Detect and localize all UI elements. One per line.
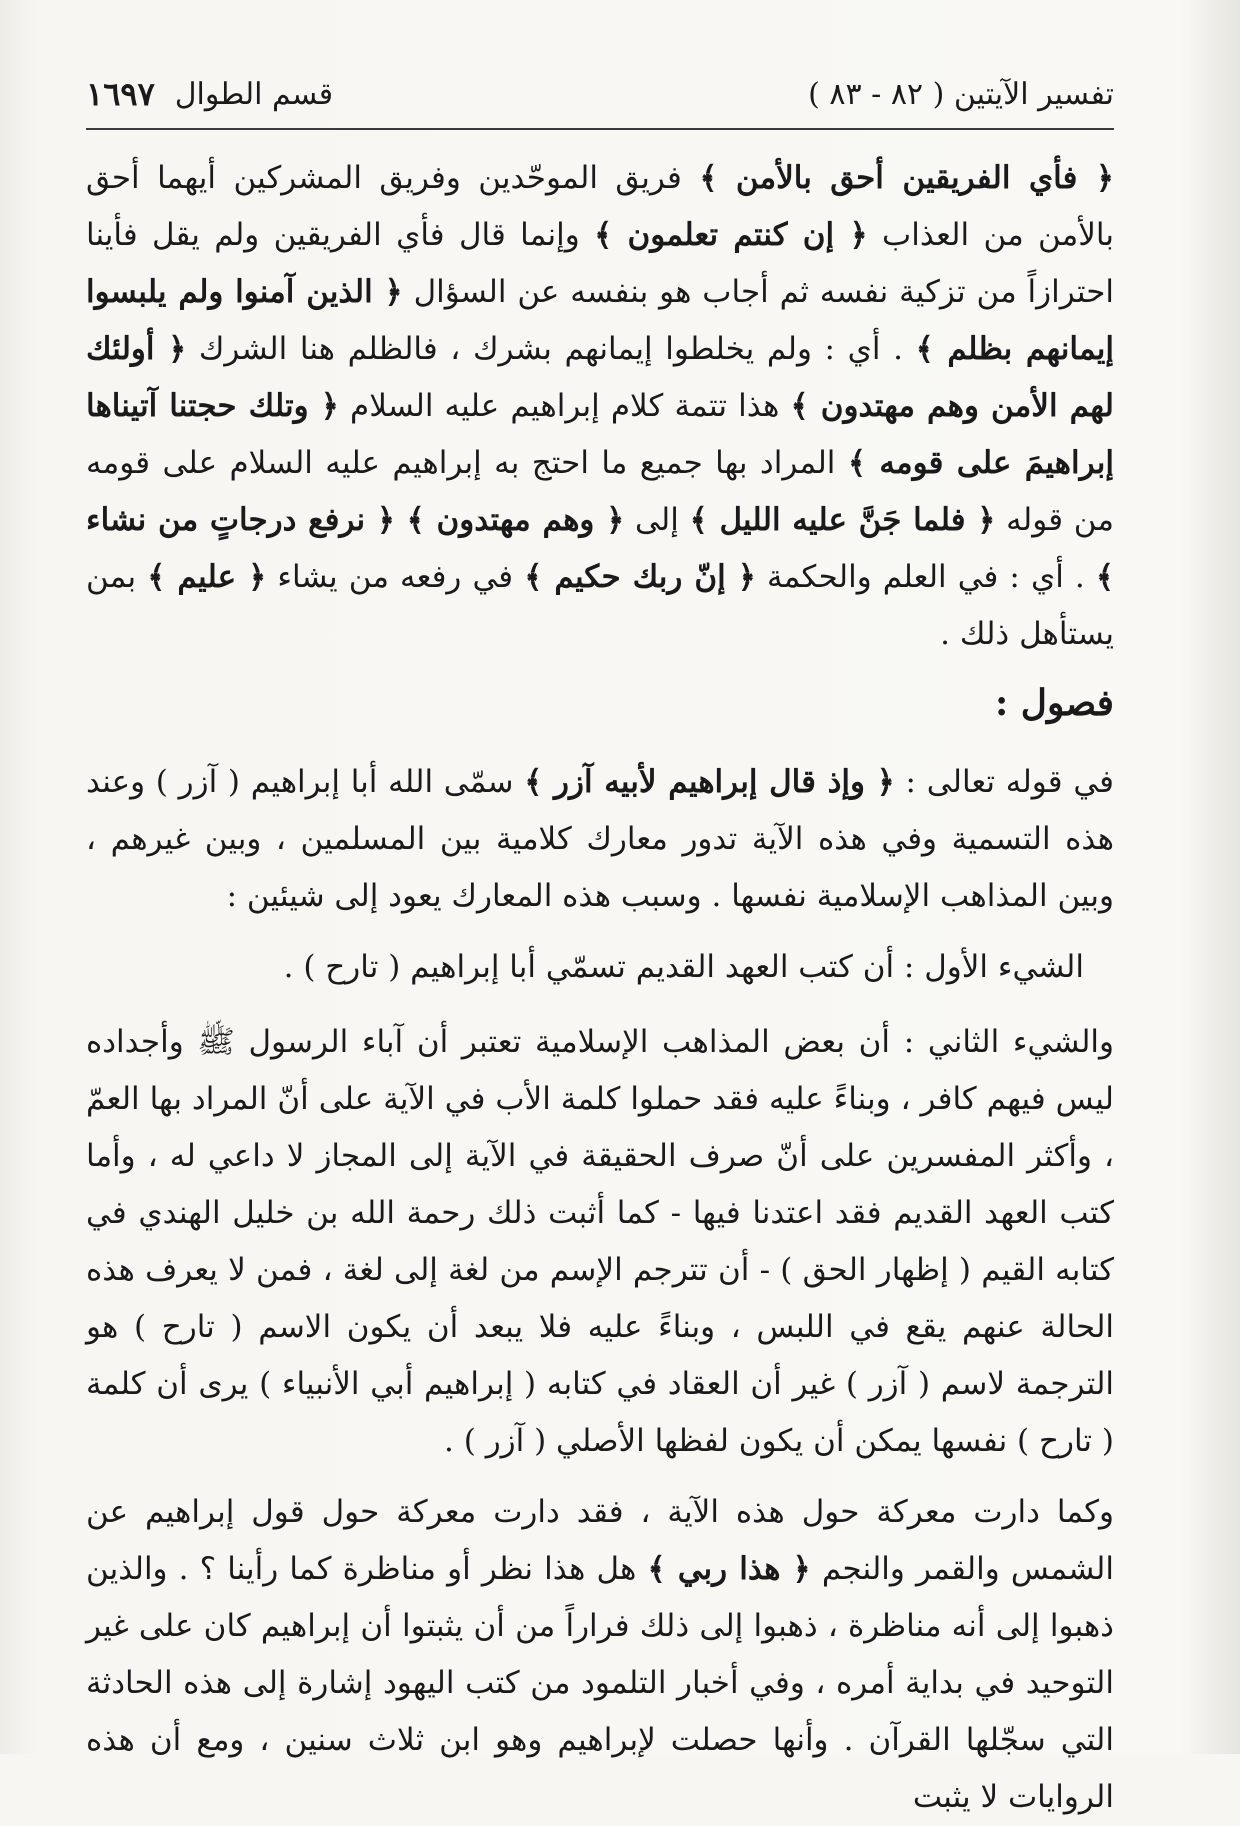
paragraph-point-two: والشيء الثاني : أن بعض المذاهب الإسلامية تعتبر أن آباء الرسول ﷺ وأجداده ليس فيهم كافر ، وبناءً عليه فقد حملوا كلمة الأب في الآية على أنّ المراد بها العمّ ، وأكثر المفسرين على أنّ صرف الحقيقة في الآية إلى المجاز لا داعي له ، وأما كتب العهد القديم فقد اعتدنا فيها - كما أثبت ذلك رحمة الله بن خليل الهندي في كتابه القيم ( إظهار الحق ) - أن تترجم الإسم من لغة إلى لغة ، فمن لا يعرف هذه الحالة عنهم يقع في اللبس ، وبناءً عليه فلا يبعد أن يكون الاسم ( تارح ) هو الترجمة لاسم ( آزر ) غير أن العقاد في كتابه ( إبراهيم أبي الأنبياء ) يرى أن كلمة ( تارح ) نفسها يمكن أن يكون لفظها الأصلي ( آزر ) . (86, 1024, 1114, 1459)
running-header (86, 66, 1114, 122)
header-page-info (86, 75, 333, 113)
section-heading: فصول : (994, 682, 1114, 724)
point-one: الشيء الأول : أن كتب العهد القديم تسمّي أبا إبراهيم ( تارح ) . (283, 949, 1084, 985)
quran-quote: ﴿ إن كنتم تعلمون ﴾ (594, 217, 868, 253)
paragraph-tafsir (86, 150, 1114, 663)
paragraph-text: . أي : في العلم والحكمة (755, 559, 1096, 595)
paragraph-text: بمن يستأهل ذلك . (86, 559, 1114, 652)
paragraph-closing (86, 1484, 1114, 1826)
paragraph-text: المراد بها جميع ما احتج به إبراهيم عليه السلام على قومه من قوله (86, 445, 1114, 538)
paragraph-text: فريق الموحّدين وفريق المشركين أيهما أحق بالأمن من العذاب (86, 160, 1114, 253)
quran-quote: ﴿ عليم ﴾ (147, 559, 267, 595)
paragraph-text: هل هذا نظر أو مناظرة كما رأينا ؟ . والذين ذهبوا إلى أنه مناظرة ، ذهبوا إلى ذلك فراراً من أن يثبتوا أن إبراهيم كان على غير التوحيد في بداية أمره ، وفي أخبار التلمود من كتب اليهود إشارة إلى هذه الحادثة التي سجّلها القرآن . وأنها حصلت لإبراهيم وهو ابن ثلاث سنين ، ومع أن هذه الروايات لا يثبت (86, 1551, 1114, 1815)
paragraph-text: في رفعه من يشاء (266, 559, 525, 595)
paragraph-text: هذا تتمة كلام إبراهيم عليه السلام (338, 388, 791, 424)
paragraph-text: سمّى الله أبا إبراهيم ( آزر ) وعند هذه التسمية وفي هذه الآية تدور معارك كلامية بين المسلمين ، وبين غيرهم ، وبين المذاهب الإسلامية نفسها . وسبب هذه المعارك يعود إلى شيئين : (86, 764, 1114, 914)
page-body (86, 150, 1114, 1826)
quran-quote: ﴿ فأي الفريقين أحق بالأمن ﴾ (699, 160, 1114, 196)
quran-quote: ﴿ وتلك حجتنا آتيناها إبراهيمَ على قومه ﴾ (86, 388, 1114, 481)
paragraph-intro (86, 754, 1114, 925)
header-surah-verses: تفسير الآيتين ( ٨٢ - ٨٣ ) (808, 76, 1114, 112)
paragraph-text: إلى (624, 502, 690, 538)
quran-quote: ﴿ وهم مهتدون ﴾ ﴿ نرفع درجاتٍ من نشاء ﴾ (86, 502, 1114, 595)
header-divider (86, 128, 1114, 130)
paragraph-text: . أي : ولم يخلطوا إيمانهم بشرك ، فالظلم هنا الشرك (186, 331, 916, 367)
quran-quote: ﴿ الذين آمنوا ولم يلبسوا إيمانهم بظلم ﴾ (86, 274, 1115, 367)
quran-quote: ﴿ إنّ ربك حكيم ﴾ (524, 559, 756, 595)
spacer (86, 1470, 1114, 1484)
quran-quote: ﴿ فلما جَنَّ عليه الليل ﴾ (689, 502, 996, 538)
paragraph-text: وكما دارت معركة حول هذه الآية ، فقد دارت معركة حول قول إبراهيم عن الشمس والقمر والنجم (86, 1494, 1114, 1587)
spacer (86, 925, 1114, 939)
quran-quote: ﴿ أولئك لهم الأمن وهم مهتدون ﴾ (86, 331, 1114, 424)
quran-quote: ﴿ هذا ربي ﴾ (647, 1551, 811, 1587)
page-number: ١٦٩٧ (86, 75, 155, 113)
paragraph-text: في قوله تعالى : (894, 764, 1114, 800)
quran-quote: ﴿ وإذ قال إبراهيم لأبيه آزر ﴾ (524, 764, 895, 800)
header-part-name: قسم الطوال (174, 76, 334, 112)
paragraph-text: وإنما قال فأي الفريقين ولم يقل فأينا احترازاً من تزكية نفسه ثم أجاب هو بنفسه عن السؤال (86, 217, 1114, 310)
